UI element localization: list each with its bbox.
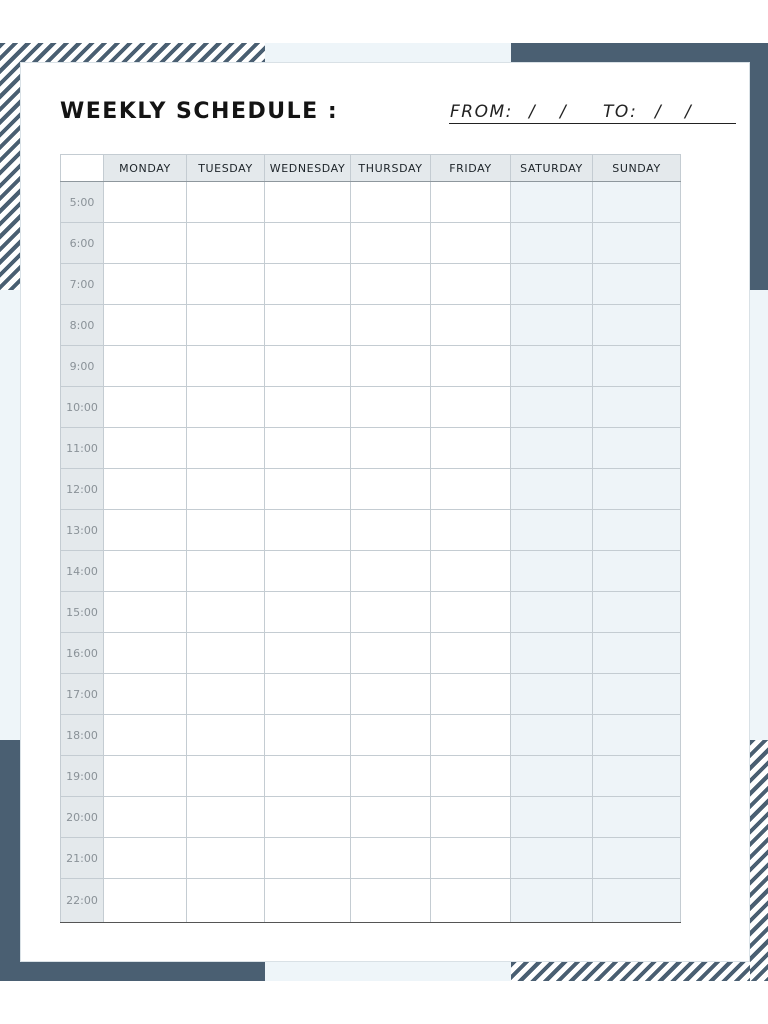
schedule-cell-tuesday[interactable] — [187, 223, 265, 264]
schedule-cell-tuesday[interactable] — [187, 838, 265, 879]
schedule-cell-sunday[interactable] — [593, 387, 681, 428]
schedule-cell-monday[interactable] — [104, 633, 187, 674]
schedule-cell-tuesday[interactable] — [187, 387, 265, 428]
schedule-cell-tuesday[interactable] — [187, 428, 265, 469]
schedule-cell-sunday[interactable] — [593, 879, 681, 923]
stripe-band-right-lower — [750, 740, 768, 981]
schedule-cell-saturday[interactable] — [511, 592, 593, 633]
schedule-cell-monday[interactable] — [104, 469, 187, 510]
schedule-cell-monday[interactable] — [104, 346, 187, 387]
schedule-cell-sunday[interactable] — [593, 305, 681, 346]
time-row — [61, 264, 681, 305]
time-row — [61, 879, 681, 923]
time-row — [61, 756, 681, 797]
schedule-cell-friday[interactable] — [431, 428, 511, 469]
day-header-sunday: SUNDAY — [593, 155, 681, 182]
navy-band-left-lower — [0, 740, 20, 981]
schedule-cell-wednesday[interactable] — [265, 838, 351, 879]
schedule-cell-sunday[interactable] — [593, 469, 681, 510]
time-row — [61, 633, 681, 674]
time-label: 18:00 — [61, 715, 104, 756]
schedule-cell-thursday[interactable] — [351, 592, 431, 633]
time-label: 12:00 — [61, 469, 104, 510]
schedule-cell-friday[interactable] — [431, 756, 511, 797]
schedule-cell-tuesday[interactable] — [187, 469, 265, 510]
time-row — [61, 838, 681, 879]
schedule-cell-saturday[interactable] — [511, 305, 593, 346]
schedule-cell-thursday[interactable] — [351, 428, 431, 469]
schedule-cell-friday[interactable] — [431, 305, 511, 346]
schedule-cell-thursday[interactable] — [351, 264, 431, 305]
schedule-cell-friday[interactable] — [431, 223, 511, 264]
stripe-band-left-upper — [0, 43, 20, 290]
schedule-cell-wednesday[interactable] — [265, 674, 351, 715]
schedule-cell-monday[interactable] — [104, 305, 187, 346]
schedule-cell-saturday[interactable] — [511, 182, 593, 223]
weekly-schedule-table — [60, 154, 681, 923]
schedule-cell-sunday[interactable] — [593, 223, 681, 264]
time-row — [61, 182, 681, 223]
time-row — [61, 715, 681, 756]
schedule-cell-thursday[interactable] — [351, 674, 431, 715]
schedule-cell-thursday[interactable] — [351, 633, 431, 674]
schedule-cell-monday[interactable] — [104, 674, 187, 715]
time-label: 19:00 — [61, 756, 104, 797]
schedule-cell-thursday[interactable] — [351, 182, 431, 223]
schedule-cell-saturday[interactable] — [511, 879, 593, 923]
schedule-cell-saturday[interactable] — [511, 551, 593, 592]
schedule-cell-monday[interactable] — [104, 182, 187, 223]
day-header-friday: FRIDAY — [431, 155, 511, 182]
schedule-cell-saturday[interactable] — [511, 264, 593, 305]
schedule-cell-tuesday[interactable] — [187, 264, 265, 305]
schedule-cell-friday[interactable] — [431, 674, 511, 715]
schedule-cell-sunday[interactable] — [593, 797, 681, 838]
stripe-band-bottom-right — [511, 962, 768, 981]
schedule-cell-wednesday[interactable] — [265, 879, 351, 923]
schedule-cell-wednesday[interactable] — [265, 551, 351, 592]
schedule-cell-sunday[interactable] — [593, 428, 681, 469]
schedule-cell-monday[interactable] — [104, 387, 187, 428]
schedule-cell-thursday[interactable] — [351, 510, 431, 551]
time-row — [61, 551, 681, 592]
time-label: 13:00 — [61, 510, 104, 551]
time-row — [61, 592, 681, 633]
schedule-cell-sunday[interactable] — [593, 182, 681, 223]
schedule-cell-wednesday[interactable] — [265, 592, 351, 633]
schedule-cell-friday[interactable] — [431, 838, 511, 879]
light-band-left-middle — [0, 290, 20, 740]
time-label: 10:00 — [61, 387, 104, 428]
schedule-cell-saturday[interactable] — [511, 633, 593, 674]
day-header-thursday: THURSDAY — [351, 155, 431, 182]
time-label: 16:00 — [61, 633, 104, 674]
schedule-cell-tuesday[interactable] — [187, 879, 265, 923]
day-header-tuesday: TUESDAY — [187, 155, 265, 182]
schedule-cell-tuesday[interactable] — [187, 551, 265, 592]
time-row — [61, 305, 681, 346]
schedule-cell-monday[interactable] — [104, 756, 187, 797]
time-label: 22:00 — [61, 879, 104, 923]
schedule-cell-saturday[interactable] — [511, 223, 593, 264]
from-separator-1: / — [529, 102, 537, 122]
schedule-cell-sunday[interactable] — [593, 510, 681, 551]
schedule-cell-saturday[interactable] — [511, 510, 593, 551]
schedule-cell-thursday[interactable] — [351, 715, 431, 756]
schedule-cell-thursday[interactable] — [351, 756, 431, 797]
schedule-cell-saturday[interactable] — [511, 469, 593, 510]
schedule-cell-saturday[interactable] — [511, 428, 593, 469]
time-row — [61, 797, 681, 838]
day-header-saturday: SATURDAY — [511, 155, 593, 182]
from-label: FROM: — [450, 102, 513, 122]
time-label: 14:00 — [61, 551, 104, 592]
day-header-row — [61, 155, 681, 182]
time-label: 6:00 — [61, 223, 104, 264]
navy-band-right-upper — [750, 43, 768, 290]
time-label: 21:00 — [61, 838, 104, 879]
time-row — [61, 510, 681, 551]
schedule-cell-wednesday[interactable] — [265, 510, 351, 551]
schedule-cell-saturday[interactable] — [511, 387, 593, 428]
schedule-cell-monday[interactable] — [104, 715, 187, 756]
time-label: 15:00 — [61, 592, 104, 633]
schedule-cell-sunday[interactable] — [593, 551, 681, 592]
schedule-cell-friday[interactable] — [431, 797, 511, 838]
schedule-cell-thursday[interactable] — [351, 797, 431, 838]
schedule-cell-wednesday[interactable] — [265, 715, 351, 756]
schedule-cell-tuesday[interactable] — [187, 510, 265, 551]
schedule-cell-saturday[interactable] — [511, 715, 593, 756]
schedule-cell-friday[interactable] — [431, 264, 511, 305]
schedule-cell-sunday[interactable] — [593, 592, 681, 633]
schedule-cell-wednesday[interactable] — [265, 633, 351, 674]
schedule-cell-friday[interactable] — [431, 592, 511, 633]
schedule-cell-monday[interactable] — [104, 264, 187, 305]
schedule-cell-thursday[interactable] — [351, 346, 431, 387]
schedule-cell-wednesday[interactable] — [265, 387, 351, 428]
schedule-cell-monday[interactable] — [104, 510, 187, 551]
day-header-monday: MONDAY — [104, 155, 187, 182]
light-band-right-middle — [750, 290, 768, 740]
schedule-cell-tuesday[interactable] — [187, 633, 265, 674]
time-label: 11:00 — [61, 428, 104, 469]
schedule-cell-saturday[interactable] — [511, 756, 593, 797]
page-title: WEEKLY SCHEDULE : — [60, 99, 339, 124]
time-label: 7:00 — [61, 264, 104, 305]
schedule-cell-tuesday[interactable] — [187, 797, 265, 838]
schedule-cell-tuesday[interactable] — [187, 305, 265, 346]
schedule-cell-friday[interactable] — [431, 633, 511, 674]
stripe-band-top-left — [0, 43, 265, 63]
schedule-cell-tuesday[interactable] — [187, 182, 265, 223]
schedule-cell-thursday[interactable] — [351, 387, 431, 428]
schedule-cell-saturday[interactable] — [511, 797, 593, 838]
schedule-cell-sunday[interactable] — [593, 633, 681, 674]
time-label: 17:00 — [61, 674, 104, 715]
corner-cell — [61, 155, 104, 182]
schedule-cell-saturday[interactable] — [511, 674, 593, 715]
schedule-cell-saturday[interactable] — [511, 346, 593, 387]
date-range-field[interactable] — [449, 101, 736, 124]
to-separator-1: / — [655, 102, 663, 122]
schedule-cell-monday[interactable] — [104, 838, 187, 879]
schedule-cell-thursday[interactable] — [351, 305, 431, 346]
schedule-cell-wednesday[interactable] — [265, 428, 351, 469]
schedule-cell-wednesday[interactable] — [265, 223, 351, 264]
time-row — [61, 223, 681, 264]
schedule-cell-thursday[interactable] — [351, 879, 431, 923]
schedule-cell-wednesday[interactable] — [265, 182, 351, 223]
time-label: 20:00 — [61, 797, 104, 838]
schedule-cell-friday[interactable] — [431, 551, 511, 592]
time-row — [61, 428, 681, 469]
schedule-cell-wednesday[interactable] — [265, 756, 351, 797]
schedule-cell-monday[interactable] — [104, 879, 187, 923]
schedule-cell-tuesday[interactable] — [187, 674, 265, 715]
schedule-cell-thursday[interactable] — [351, 223, 431, 264]
schedule-cell-tuesday[interactable] — [187, 715, 265, 756]
time-row — [61, 387, 681, 428]
schedule-cell-sunday[interactable] — [593, 346, 681, 387]
schedule-cell-thursday[interactable] — [351, 469, 431, 510]
to-label: TO: — [603, 102, 638, 122]
schedule-cell-sunday[interactable] — [593, 756, 681, 797]
schedule-cell-wednesday[interactable] — [265, 264, 351, 305]
schedule-cell-wednesday[interactable] — [265, 469, 351, 510]
time-label: 8:00 — [61, 305, 104, 346]
schedule-cell-friday[interactable] — [431, 387, 511, 428]
schedule-cell-wednesday[interactable] — [265, 346, 351, 387]
schedule-cell-monday[interactable] — [104, 428, 187, 469]
schedule-cell-sunday[interactable] — [593, 715, 681, 756]
schedule-cell-friday[interactable] — [431, 879, 511, 923]
time-row — [61, 674, 681, 715]
schedule-cell-wednesday[interactable] — [265, 797, 351, 838]
schedule-cell-monday[interactable] — [104, 592, 187, 633]
schedule-cell-friday[interactable] — [431, 469, 511, 510]
schedule-cell-monday[interactable] — [104, 551, 187, 592]
schedule-cell-tuesday[interactable] — [187, 592, 265, 633]
light-band-top-middle — [265, 43, 511, 63]
to-separator-2: / — [685, 102, 693, 122]
time-row — [61, 469, 681, 510]
from-separator-2: / — [560, 102, 568, 122]
schedule-cell-thursday[interactable] — [351, 551, 431, 592]
schedule-cell-friday[interactable] — [431, 510, 511, 551]
schedule-cell-friday[interactable] — [431, 715, 511, 756]
schedule-cell-sunday[interactable] — [593, 674, 681, 715]
schedule-cell-friday[interactable] — [431, 346, 511, 387]
schedule-cell-friday[interactable] — [431, 182, 511, 223]
schedule-cell-tuesday[interactable] — [187, 346, 265, 387]
schedule-cell-monday[interactable] — [104, 797, 187, 838]
schedule-cell-monday[interactable] — [104, 223, 187, 264]
navy-band-bottom-left — [0, 962, 265, 981]
light-band-bottom-middle — [265, 962, 511, 981]
schedule-cell-wednesday[interactable] — [265, 305, 351, 346]
schedule-cell-sunday[interactable] — [593, 838, 681, 879]
day-header-wednesday: WEDNESDAY — [265, 155, 351, 182]
time-label: 5:00 — [61, 182, 104, 223]
schedule-cell-tuesday[interactable] — [187, 756, 265, 797]
navy-band-top-right — [511, 43, 768, 63]
schedule-cell-saturday[interactable] — [511, 838, 593, 879]
time-label: 9:00 — [61, 346, 104, 387]
schedule-cell-sunday[interactable] — [593, 264, 681, 305]
time-row — [61, 346, 681, 387]
schedule-body — [61, 182, 681, 923]
schedule-cell-thursday[interactable] — [351, 838, 431, 879]
